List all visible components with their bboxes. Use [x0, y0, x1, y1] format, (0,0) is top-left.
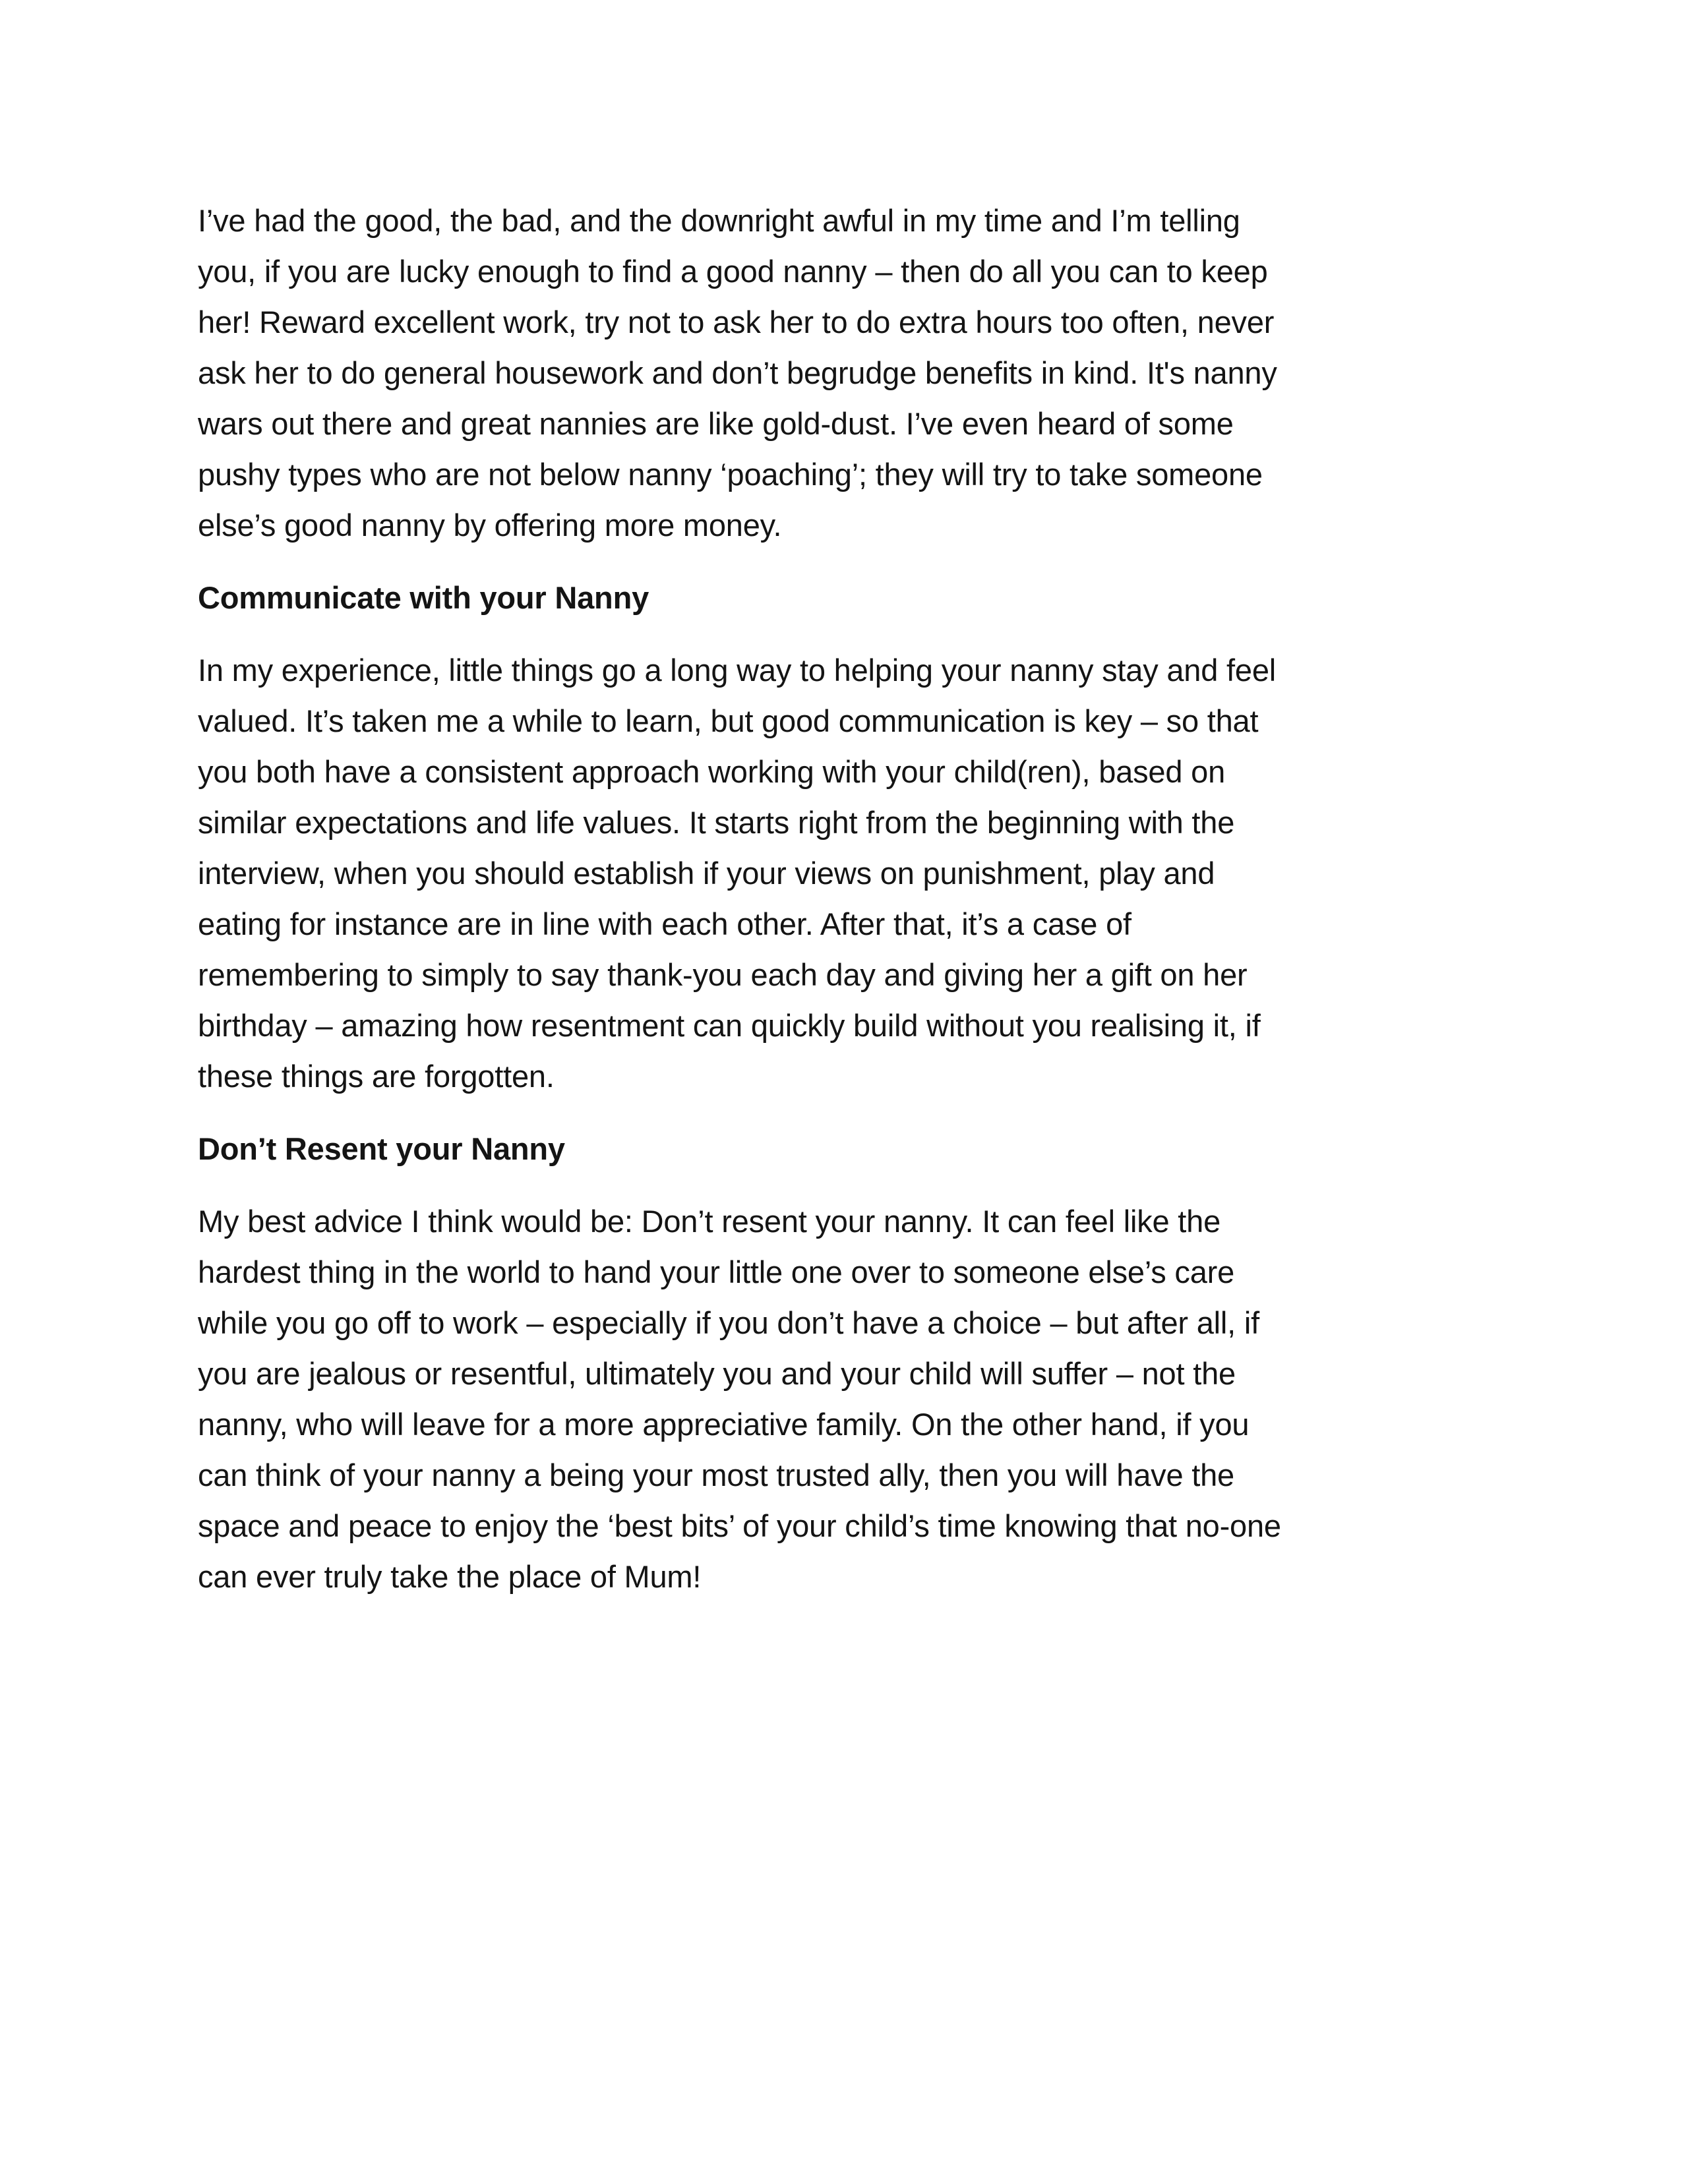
text-line: her! Reward excellent work, try not to ask her to do extra hours too often, never: [198, 305, 1275, 339]
text-line: nanny, who will leave for a more appreciative family. On the other hand, if you: [198, 1407, 1250, 1442]
paragraph-spacing: [198, 550, 1490, 572]
text-line: interview, when you should establish if your views on punishment, play and: [198, 856, 1215, 891]
text-line: eating for instance are in line with each other. After that, it’s a case of: [198, 906, 1131, 941]
text-line: else’s good nanny by offering more money.: [198, 508, 782, 543]
text-line: space and peace to enjoy the ‘best bits’ of your child’s time knowing that no-one: [198, 1508, 1281, 1543]
text-line: you both have a consistent approach working with your child(ren), based on: [198, 754, 1226, 789]
text-line: remembering to simply to say thank-you each day and giving her a gift on her: [198, 957, 1248, 992]
paragraph-spacing: [198, 1102, 1490, 1123]
text-line: similar expectations and life values. It starts right from the beginning with the: [198, 805, 1235, 840]
text-line: can ever truly take the place of Mum!: [198, 1559, 702, 1594]
text-line: these things are forgotten.: [198, 1059, 555, 1094]
section-heading-dont-resent: Don’t Resent your Nanny: [198, 1131, 565, 1166]
text-line: you are jealous or resentful, ultimately you and your child will suffer – not the: [198, 1356, 1236, 1391]
text-line: birthday – amazing how resentment can quickly build without you realising it, if: [198, 1008, 1261, 1043]
paragraph-dont-resent: [198, 1196, 1490, 1602]
paragraph-communicate: [198, 645, 1490, 1102]
text-line: wars out there and great nannies are like gold-dust. I’ve even heard of some: [198, 406, 1234, 441]
text-line: I’ve had the good, the bad, and the downright awful in my time and I’m telling: [198, 203, 1240, 238]
text-line: In my experience, little things go a long way to helping your nanny stay and feel: [198, 653, 1277, 688]
paragraph-spacing: [198, 1174, 1490, 1196]
paragraph-spacing: [198, 623, 1490, 645]
text-line: ask her to do general housework and don’t begrudge benefits in kind. It's nanny: [198, 355, 1277, 390]
text-line: valued. It’s taken me a while to learn, but good communication is key – so that: [198, 703, 1259, 738]
text-line: you, if you are lucky enough to find a good nanny – then do all you can to keep: [198, 254, 1268, 289]
text-line: pushy types who are not below nanny ‘poaching’; they will try to take someone: [198, 457, 1263, 492]
text-line: can think of your nanny a being your most trusted ally, then you will have the: [198, 1458, 1234, 1492]
text-line: My best advice I think would be: Don’t resent your nanny. It can feel like the: [198, 1204, 1221, 1239]
text-line: while you go off to work – especially if you don’t have a choice – but after all, if: [198, 1305, 1259, 1340]
paragraph-intro: [198, 195, 1490, 550]
section-heading-communicate: Communicate with your Nanny: [198, 580, 649, 615]
text-line: hardest thing in the world to hand your little one over to someone else’s care: [198, 1254, 1235, 1289]
document-body: [198, 195, 1490, 1602]
